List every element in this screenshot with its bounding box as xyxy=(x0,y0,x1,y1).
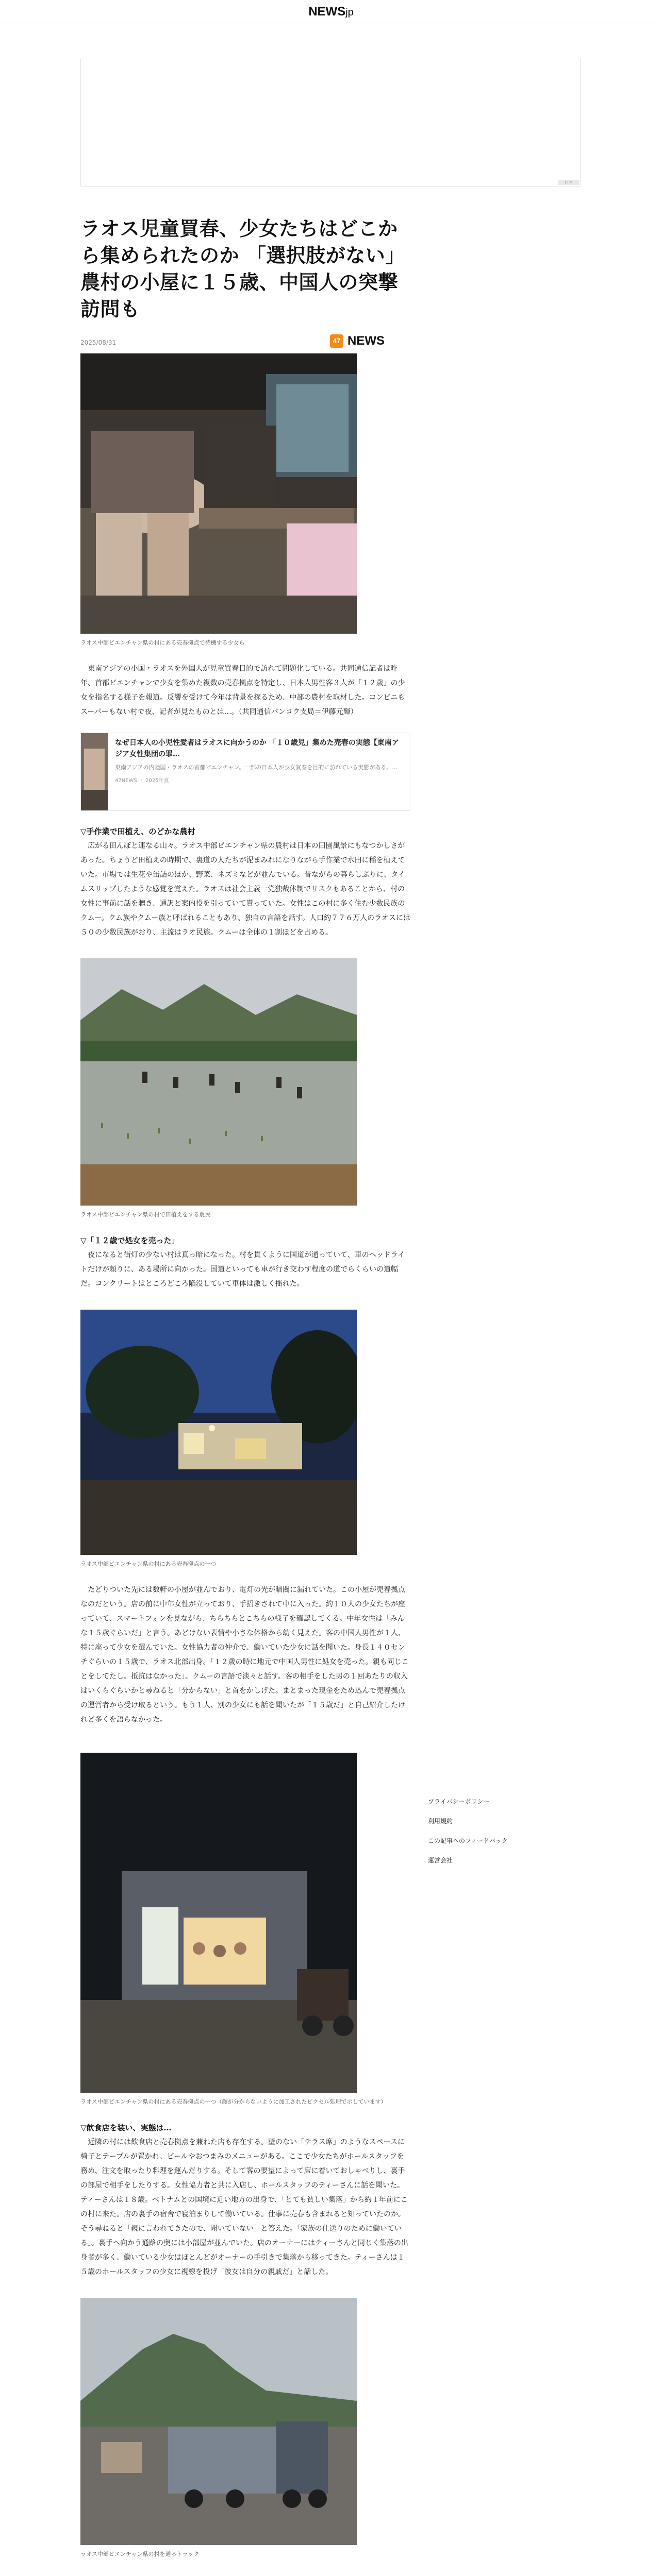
logo-sub: jp xyxy=(345,7,354,18)
publisher-name: NEWS xyxy=(347,334,385,348)
ad-choices-icon[interactable]: ▷ ✕ xyxy=(558,180,579,185)
site-header xyxy=(0,0,662,23)
related-thumbnail xyxy=(81,733,108,810)
article xyxy=(80,215,410,2576)
article-photo-3 xyxy=(80,1310,357,1555)
publish-date: 2025/08/31 xyxy=(80,339,117,346)
lead-paragraph: 東南アジアの小国・ラオスを外国人が児童買春目的で訪れて問題化している。共同通信記者は昨年、首都ビエンチャンで少女を集めた複数の売春拠点を特定し、日本人男性客３人が「１２歳」の少女を指名する様子を報道。反響を受けて今年は背景を探るため、中部の農村を取材した。コンビニもスーパーもない村で夜、記者が見たものとは…。（共同通信バンコク支局＝伊藤元輝） xyxy=(80,665,405,716)
photo-5-caption: ラオス中部ビエンチャン県の村を通るトラック xyxy=(80,2551,200,2557)
photo-4-caption: ラオス中部ビエンチャン県の村にある売春拠点の一つ（顔が分からないように加工されたピクセル処理で示しています） xyxy=(80,2098,387,2105)
section-5-heading xyxy=(80,2573,410,2576)
related-title[interactable]: なぜ日本人の小児性愛者はラオスに向かうのか 「１０歳児」集めた売春の実態【東南アジア女性集団の罪… xyxy=(115,739,399,758)
section-2-text: 夜になると街灯の少ない村は真っ暗になった。村を貫くように国道が通っていて、車のヘッドライトだけが頼りに、ある場所に向かった。国道といっても車が行き交わす程度の道でらくらいの道幅だ。コンクリートはところどころ陥没していて車体は激しく揺れた。 xyxy=(80,1251,405,1288)
section-4-text: 近隣の村には飲食店と売春拠点を兼ねた店も存在する。壁のない「テラス席」のようなスペースに椅子とテーブルが置かれ、ビールやおつまみのメニューがある。ここで少女たちがホールスタッフを務め、注文を取ったり料理を運んだりする。そして客の要望によって席に着いておしゃべりし、裏手の部屋で相手をしたりする。女性協力者と共に入店し、ホールスタッフのティーさんに話を聞いた。ティーさんは１８歳。ベトナムとの国境に近い地方の出身で、「とても貧しい集落」から約１年前にこの村に来た。店の裏手の宿舎で寝泊まりして働いている。仕事に売春も含まれると知っていたのか。そう尋ねると「親に言われてきたので、聞いていない」と答えた。「家族の仕送りのために働いている」。裏手へ向かう通路の奥には小部屋が並んでいた。店のオーナーにはティーさんと同じく集落の出身者が多く、働いている少女はほとんどがオーナーの手引きで集落から移ってきた。ティーさんは１５歳のホールスタッフの少女に視線を投げ「彼女は自分の親戚だ」と話した。 xyxy=(80,2138,408,2276)
article-meta xyxy=(80,333,410,353)
section-2-heading: ▽「１２歳で処女を売った」 xyxy=(80,1236,179,1245)
ad-banner[interactable] xyxy=(80,59,581,187)
sidebar-link-feedback[interactable]: この記事へのフィードバック xyxy=(428,1837,508,1844)
section-1-heading: ▽手作業で田植え、のどかな農村 xyxy=(80,827,195,836)
related-description: 東南アジアの内陸国・ラオスの首都ビエンチャン。一部の日本人が少女買春を目的に訪れている実態がある。… xyxy=(115,764,398,771)
publisher-logo-icon: 47 xyxy=(330,334,343,348)
site-logo[interactable] xyxy=(0,5,662,19)
article-photo-2 xyxy=(80,958,357,1206)
sidebar-link-company[interactable]: 運営会社 xyxy=(428,1857,453,1864)
related-source: 47NEWS ・ 2025年夏 xyxy=(115,778,169,784)
sidebar-link-terms[interactable]: 利用規約 xyxy=(428,1818,453,1825)
article-photo-5 xyxy=(80,2298,357,2545)
article-photo-1 xyxy=(80,353,357,634)
sidebar-links xyxy=(428,1797,562,1875)
section-1-text: 広がる田んぼと連なる山々。ラオス中部ビエンチャン県の農村は日本の田園風景にもなつかしさがあった。ちょうど田植えの時期で、裏道の人たちが泥まみれになりながら手作業で水田に稲を植えていた。市場では生花や缶詰のほか、野菜、ネズミなどが並んでいる。昔ながらの暮らしぶりに、タイムスリップしたような感覚を覚えた。ラオスは社会主義一党独裁体制でリスクもあることから、村の女性に事前に話を聴き、通訳と案内役を引っていて貰っていた。女性はこの村に多く住む少数民族のクムー。クム族やクムー族と呼ばれることもあり、独自の言語を話す。人口約７７６万人のラオスには５０の少数民族がおり、主流はラオ民族。クムーは全体の１割ほどを占める。 xyxy=(80,842,410,937)
article-title: ラオス児童買春、少女たちはどこから集められたのか 「選択肢がない」農村の小屋に１５歳、中国人の突撃訪問も xyxy=(80,217,405,320)
photo-2-caption: ラオス中部ビエンチャン県の村で田植えをする農民 xyxy=(80,1211,211,1218)
photo-1-caption: ラオス中部ビエンチャン県の村にある売春拠点で待機する少女ら xyxy=(80,639,245,646)
article-photo-4 xyxy=(80,1753,357,2093)
sidebar-link-privacy[interactable]: プライバシーポリシー xyxy=(428,1798,490,1805)
logo-main: NEWS xyxy=(308,5,346,19)
section-4-heading: ▽飲食店を装い、実態は… xyxy=(80,2123,172,2132)
related-article-card[interactable] xyxy=(80,733,410,811)
photo-3-caption: ラオス中部ビエンチャン県の村にある売春拠点の一つ xyxy=(80,1561,217,1567)
publisher[interactable] xyxy=(330,334,385,348)
section-3-text: たどりついた先には数軒の小屋が並んでおり、電灯の光が暗闇に漏れていた。この小屋が売春拠点なのだという。店の前に中年女性が立っており、手招きされて中に入った。約１０人の少女たちが座っていて、スマートフォンを見ながら、ちらちらとこちらの様子を確認してくる。中年女性は「みんな１５歳ぐらいだ」と言う。あどけない表情や小さな体格から幼く見えた。客の中国人男性が１人、特に座って少女を選んでいた。女性協力者の仲介で、働いていた少女に話を聞いた。身長１４０センチぐらいの１５歳で、ラオス北部出身。「１２歳の時に地元で中国人男性に処女を売った。親も同じことをしてたし。抵抗はなかった」。クムーの言語で淡々と話す。客の相手をした男の１回あたりの収入はいくらぐらいかと尋ねると「分からない」と首をかしげた。まとまった現金をため込んで売春拠点の運営者から受け取るという。もう１人、別の少女にも話を聞いたが「１５歳だ」と自己紹介したけれど多くを語らなかった。 xyxy=(80,1586,409,1724)
